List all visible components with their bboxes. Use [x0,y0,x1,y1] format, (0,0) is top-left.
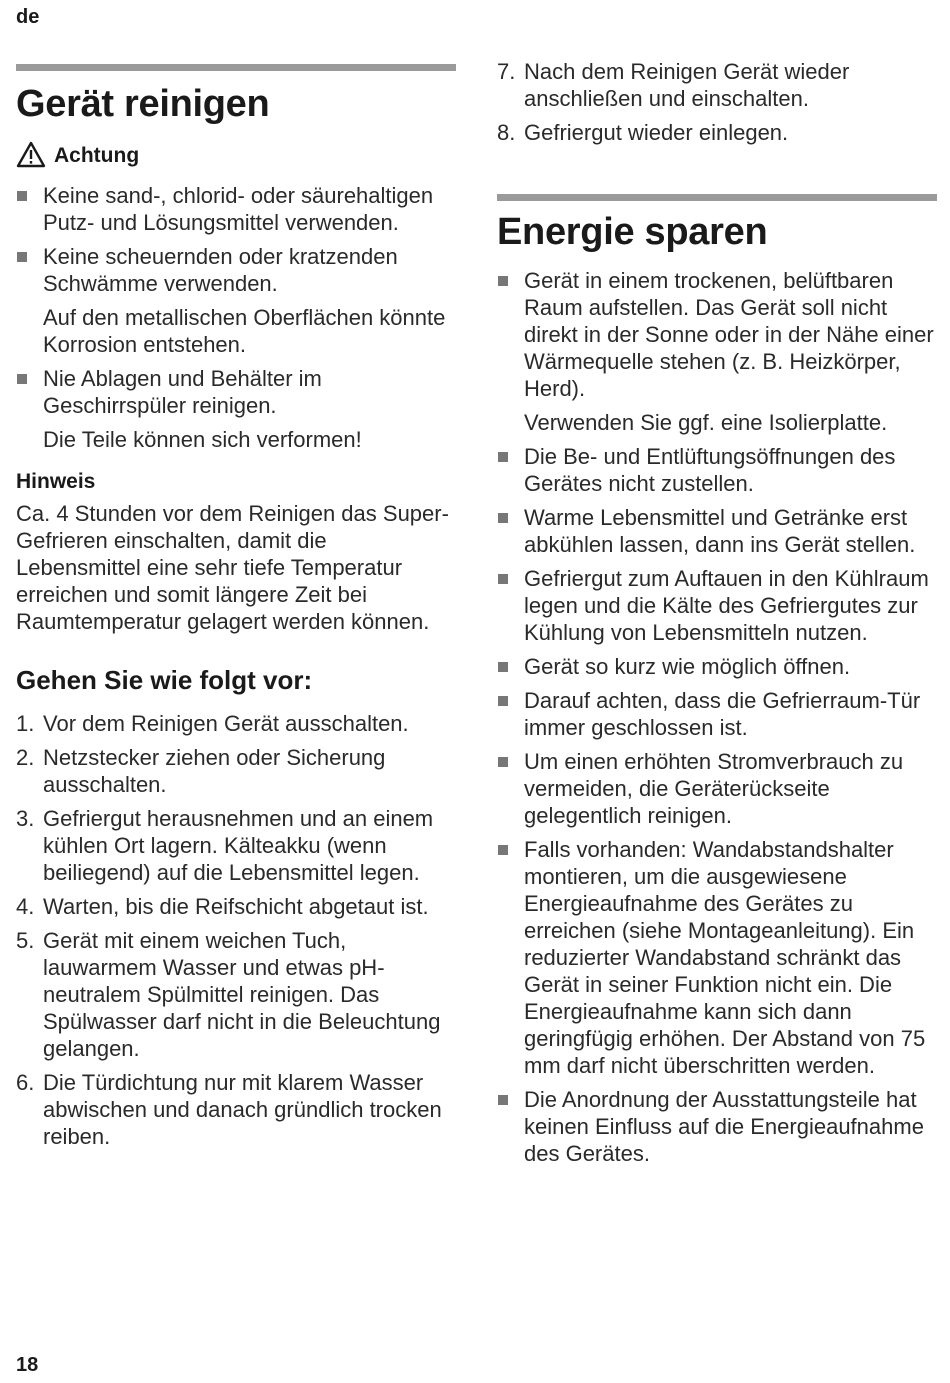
step-text: Vor dem Reinigen Gerät ausschalten. [43,711,409,737]
square-bullet-icon [498,452,508,462]
list-item-text: Gerät in einem trockenen, belüftbaren Raum aufstellen. Das Gerät soll nicht direkt in der Sonne oder in der Nähe einer Wärmequelle stehen (z. B. Heizkörper, Herd). [524,267,934,401]
warning-triangle-icon [16,141,46,168]
list-item-note: Verwenden Sie ggf. eine Isolierplatte. [524,409,888,435]
list-item-text: Keine scheuernden oder kratzenden Schwämme verwenden. [43,243,398,296]
square-bullet-icon [498,662,508,672]
step-text: Netzstecker ziehen oder Sicherung ausschalten. [43,745,386,798]
step-item [497,119,937,146]
list-item-text: Keine sand-, chlorid- oder säurehaltigen Putz- und Lösungsmittel verwenden. [43,182,434,235]
square-bullet-icon [498,574,508,584]
steps-heading: Gehen Sie wie folgt vor: [16,664,313,695]
page-number: 18 [16,1354,39,1376]
square-bullet-icon [498,513,508,523]
step-number: 3. [16,806,35,832]
step-item [16,744,456,798]
step-item [16,927,456,1062]
list-item-text: Die Be- und Entlüftungsöffnungen des Gerätes nicht zustellen. [524,443,896,496]
list-item [497,504,937,558]
steps-list [16,710,456,1150]
step-text: Gefriergut herausnehmen und an einem kühlen Ort lagern. Kälteakku (wenn beiliegend) auf die Lebensmittel legen. [43,806,434,886]
list-item [497,267,937,436]
section-rule [16,64,456,71]
step-text: Nach dem Reinigen Gerät wieder anschließen und einschalten. [524,59,850,111]
list-item [497,748,937,829]
list-item [497,565,937,646]
step-item [16,1069,456,1150]
list-item-text: Nie Ablagen und Behälter im Geschirrspüler reinigen. [43,365,322,418]
step-item [16,710,456,737]
section-title-cleaning: Gerät reinigen [16,83,270,125]
step-item [497,58,937,112]
list-item [16,243,456,358]
step-text: Warten, bis die Reifschicht abgetaut ist. [43,894,429,920]
step-text: Die Türdichtung nur mit klarem Wasser abwischen und danach gründlich trocken reiben. [43,1070,442,1150]
energy-tips-list [497,267,937,1167]
warning-label: Achtung [54,143,140,167]
step-text: Gefriergut wieder einlegen. [524,120,789,145]
step-number: 6. [16,1070,35,1096]
left-column [16,0,456,1150]
list-item-text: Falls vorhanden: Wandabstandshalter montieren, um die ausgewiesene Energieaufnahme des Gerätes zu erreichen (siehe Montageanleitung). Ein reduzierter Wandabstand schränkt das Gerät in seiner Funktion nicht ein. Die Energieaufnahme kann sich dann geringfügig erhöhen. Der Abstand von 75 mm darf nicht überschritten werden. [524,836,926,1078]
step-number: 1. [16,711,35,737]
list-item-text: Gerät so kurz wie möglich öffnen. [524,653,851,679]
list-item-note: Die Teile können sich verformen! [43,426,362,452]
list-item-text: Die Anordnung der Ausstattungsteile hat keinen Einfluss auf die Energieaufnahme des Gerätes. [524,1086,924,1166]
warning-list [16,182,456,453]
square-bullet-icon [498,845,508,855]
square-bullet-icon [17,374,27,384]
step-number: 4. [16,894,35,920]
list-item-text: Um einen erhöhten Stromverbrauch zu vermeiden, die Geräterückseite gelegentlich reinigen. [524,748,904,828]
square-bullet-icon [17,191,27,201]
step-text: Gerät mit einem weichen Tuch, lauwarmem Wasser und etwas pH-neutralem Spülmittel reinigen. Das Spülwasser darf nicht in die Beleuchtung gelangen. [43,928,441,1062]
list-item [497,653,937,680]
section-title-energy: Energie sparen [497,211,768,253]
section-rule [497,194,937,201]
square-bullet-icon [498,1095,508,1105]
list-item-text: Warme Lebensmittel und Getränke erst abkühlen lassen, dann ins Gerät stellen. [524,504,916,557]
square-bullet-icon [17,252,27,262]
square-bullet-icon [498,757,508,767]
step-number: 7. [497,59,516,84]
step-number: 5. [16,928,35,954]
right-column [497,0,937,1167]
note-text: Ca. 4 Stunden vor dem Reinigen das Super-Gefrieren einschalten, damit die Lebensmittel eine sehr tiefe Temperatur erreichen und somit längere Zeit bei Raumtemperatur gelagert werden können. [16,500,449,634]
list-item [497,687,937,741]
steps-list-continued [497,58,937,146]
list-item-text: Darauf achten, dass die Gefrierraum-Tür immer geschlossen ist. [524,687,921,740]
step-number: 8. [497,120,516,145]
list-item [16,182,456,236]
list-item [497,836,937,1079]
language-code: de [16,6,40,28]
step-number: 2. [16,745,35,771]
note-label: Hinweis [16,469,96,493]
list-item [16,365,456,453]
list-item-note: Auf den metallischen Oberflächen könnte Korrosion entstehen. [43,304,446,357]
list-item-text: Gefriergut zum Auftauen in den Kühlraum legen und die Kälte des Gefriergutes zur Kühlung von Lebensmitteln nutzen. [524,565,929,645]
step-item [16,893,456,920]
step-item [16,805,456,886]
list-item [497,443,937,497]
warning-heading [16,141,456,168]
square-bullet-icon [498,696,508,706]
square-bullet-icon [498,276,508,286]
list-item [497,1086,937,1167]
